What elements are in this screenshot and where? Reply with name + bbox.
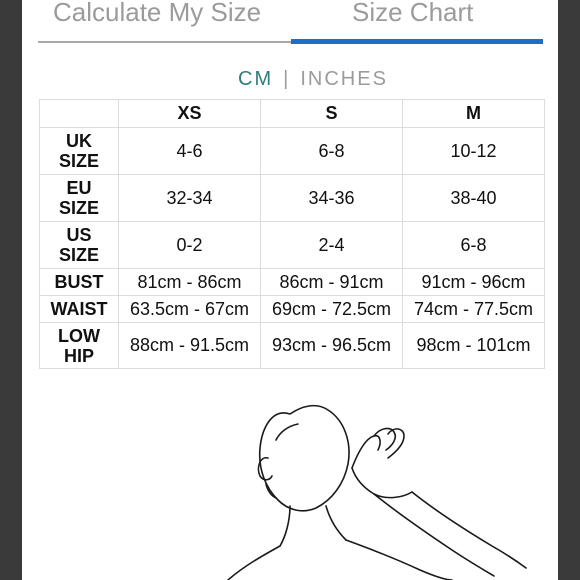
table-cell: 6-8 (261, 128, 403, 175)
tab-bar (22, 0, 558, 44)
table-header-row (40, 100, 545, 128)
row-label: WAIST (40, 296, 119, 323)
active-tab-indicator (291, 39, 543, 44)
table-cell: 6-8 (403, 222, 545, 269)
tab-size-chart[interactable]: Size Chart (352, 0, 474, 27)
tab-calculate-my-size[interactable]: Calculate My Size (53, 0, 262, 27)
table-row (40, 222, 545, 269)
unit-cm-option[interactable]: CM (238, 68, 274, 90)
table-cell: 4-6 (119, 128, 261, 175)
unit-separator: | (283, 68, 291, 90)
column-header: XS (119, 100, 261, 128)
row-label: BUST (40, 269, 119, 296)
table-corner-cell (40, 100, 119, 128)
table-cell: 10-12 (403, 128, 545, 175)
table-cell: 34-36 (261, 175, 403, 222)
column-header: S (261, 100, 403, 128)
tab-divider (38, 41, 291, 43)
body-measurement-illustration (22, 380, 558, 580)
unit-inches-option[interactable]: INCHES (300, 68, 388, 90)
size-chart-panel (22, 0, 558, 580)
table-cell: 32-34 (119, 175, 261, 222)
table-row (40, 296, 545, 323)
table-cell: 38-40 (403, 175, 545, 222)
table-cell: 81cm - 86cm (119, 269, 261, 296)
table-cell: 88cm - 91.5cm (119, 323, 261, 369)
table-cell: 2-4 (261, 222, 403, 269)
table-cell: 63.5cm - 67cm (119, 296, 261, 323)
column-header: M (403, 100, 545, 128)
size-table (39, 99, 545, 369)
table-cell: 98cm - 101cm (403, 323, 545, 369)
table-row (40, 175, 545, 222)
unit-toggle (22, 68, 558, 91)
row-label: US SIZE (40, 222, 119, 269)
table-row (40, 323, 545, 369)
row-label: UK SIZE (40, 128, 119, 175)
table-cell: 91cm - 96cm (403, 269, 545, 296)
table-cell: 86cm - 91cm (261, 269, 403, 296)
table-cell: 0-2 (119, 222, 261, 269)
row-label: LOW HIP (40, 323, 119, 369)
table-cell: 69cm - 72.5cm (261, 296, 403, 323)
table-row (40, 128, 545, 175)
table-row (40, 269, 545, 296)
row-label: EU SIZE (40, 175, 119, 222)
table-cell: 93cm - 96.5cm (261, 323, 403, 369)
table-cell: 74cm - 77.5cm (403, 296, 545, 323)
